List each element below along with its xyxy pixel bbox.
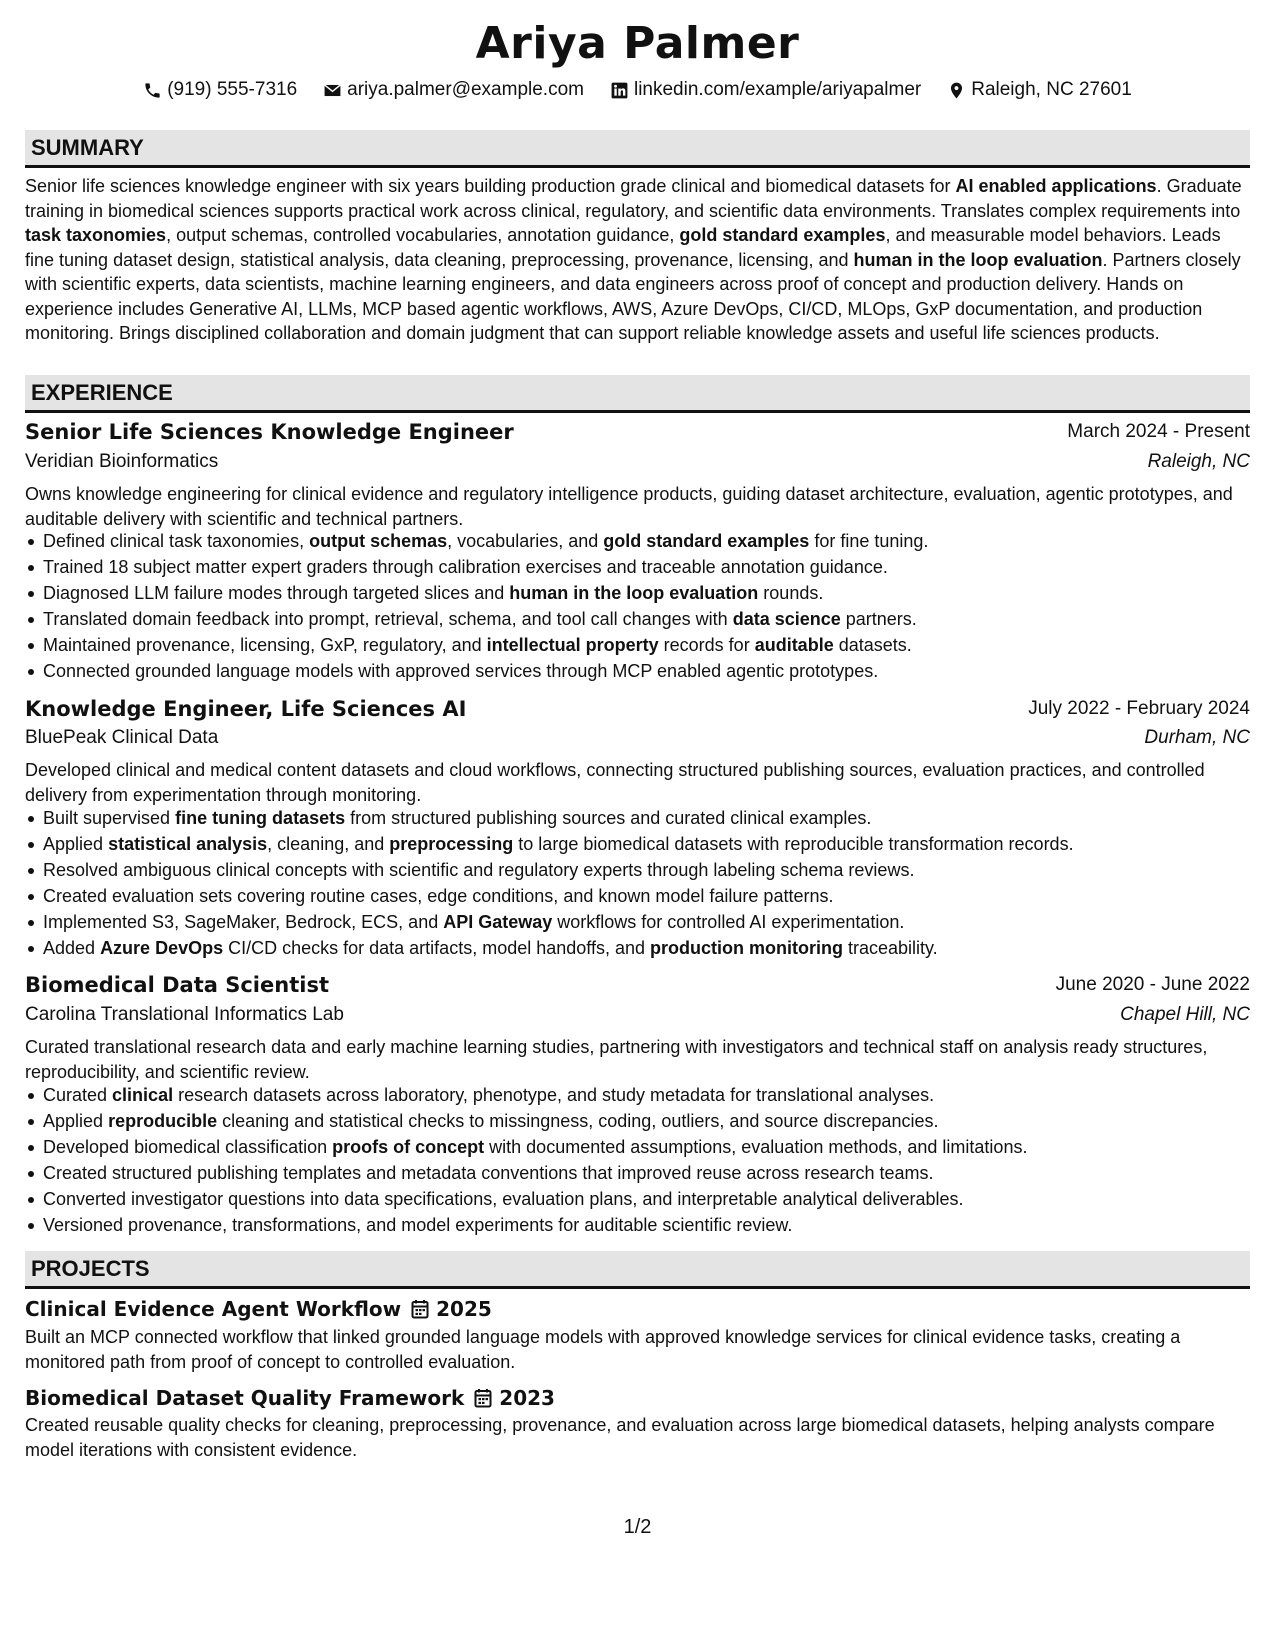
contact-bar	[0, 79, 1275, 101]
candidate-name: Ariya Palmer	[475, 18, 800, 69]
project-year-group	[411, 1297, 492, 1321]
envelope-icon	[323, 81, 342, 100]
bullet-item: Built supervised fine tuning datasets from structured publishing sources and curated clinical examples.	[25, 805, 1250, 831]
bullet-item: Connected grounded language models with approved services through MCP enabled agentic prototypes.	[25, 658, 1250, 684]
bullet-item: Converted investigator questions into data specifications, evaluation plans, and interpretable analytical deliverables.	[25, 1186, 1250, 1212]
job-bullets	[25, 805, 1250, 961]
job-dates: July 2022 - February 2024	[1028, 698, 1250, 719]
job-company: Carolina Translational Informatics Lab	[25, 1004, 344, 1025]
job-title: Knowledge Engineer, Life Sciences AI	[25, 697, 467, 721]
bullet-item: Created evaluation sets covering routine cases, edge conditions, and known model failure patterns.	[25, 883, 1250, 909]
contact-location	[947, 79, 1132, 101]
bullet-item: Resolved ambiguous clinical concepts with scientific and regulatory experts through labeling schema reviews.	[25, 857, 1250, 883]
bullet-item: Implemented S3, SageMaker, Bedrock, ECS, and API Gateway workflows for controlled AI experimentation.	[25, 909, 1250, 935]
bullet-item: Added Azure DevOps CI/CD checks for data artifacts, model handoffs, and production monitoring traceability.	[25, 935, 1250, 961]
project-year: 2023	[499, 1386, 555, 1410]
project-name: Biomedical Dataset Quality Framework	[25, 1386, 465, 1410]
job-bullets	[25, 528, 1250, 684]
bullet-item: Applied reproducible cleaning and statistical checks to missingness, coding, outliers, and source discrepancies.	[25, 1108, 1250, 1134]
contact-email[interactable]	[323, 79, 584, 101]
job-location: Chapel Hill, NC	[1120, 1004, 1250, 1025]
bullet-item: Curated clinical research datasets across laboratory, phenotype, and study metadata for translational analyses.	[25, 1082, 1250, 1108]
job-company: BluePeak Clinical Data	[25, 727, 219, 748]
location-text: Raleigh, NC 27601	[971, 79, 1132, 100]
bullet-item: Applied statistical analysis, cleaning, and preprocessing to large biomedical datasets with reproducible transformation records.	[25, 831, 1250, 857]
project-description: Built an MCP connected workflow that linked grounded language models with approved knowledge services for clinical evidence tasks, creating a monitored path from proof of concept to controlled evaluation.	[25, 1327, 1181, 1372]
phone-text: (919) 555-7316	[167, 79, 298, 100]
project-year-group	[474, 1386, 555, 1410]
job-location: Durham, NC	[1144, 727, 1250, 748]
bullet-item: Developed biomedical classification proofs of concept with documented assumptions, evaluation methods, and limitations.	[25, 1134, 1250, 1160]
project-heading	[25, 1386, 555, 1410]
job-description: Owns knowledge engineering for clinical evidence and regulatory intelligence products, guiding dataset architecture, evaluation, agentic prototypes, and auditable delivery with scientific and technical partners.	[25, 484, 1233, 529]
calendar-icon	[474, 1388, 492, 1408]
contact-linkedin[interactable]	[610, 79, 921, 101]
contact-phone[interactable]	[143, 79, 297, 101]
email-text: ariya.palmer@example.com	[347, 79, 584, 100]
job-description: Developed clinical and medical content datasets and cloud workflows, connecting structured publishing sources, evaluation practices, and controlled delivery from experimentation through monitoring.	[25, 760, 1205, 805]
project-description: Created reusable quality checks for cleaning, preprocessing, provenance, and evaluation across large biomedical datasets, helping analysts compare model iterations with consistent evidence.	[25, 1415, 1215, 1460]
section-heading-summary: SUMMARY	[25, 130, 1250, 168]
job-description: Curated translational research data and early machine learning studies, partnering with investigators and technical staff on analysis ready structures, reproducibility, and scientific review.	[25, 1037, 1208, 1082]
job-title: Senior Life Sciences Knowledge Engineer	[25, 420, 514, 444]
section-heading-experience: EXPERIENCE	[25, 375, 1250, 413]
bullet-item: Diagnosed LLM failure modes through targeted slices and human in the loop evaluation rounds.	[25, 580, 1250, 606]
project-year: 2025	[436, 1297, 492, 1321]
summary-text: Senior life sciences knowledge engineer with six years building production grade clinical and biomedical datasets for AI enabled applications. Graduate training in biomedical sciences supports practical work across clinical, regulatory, and scientific data environments. Translates complex requirements into task taxonomies, output schemas, controlled vocabularies, annotation guidance, gold standard examples, and measurable model behaviors. Leads fine tuning dataset design, statistical analysis, data cleaning, preprocessing, provenance, licensing, and human in the loop evaluation. Partners closely with scientific experts, data scientists, machine learning engineers, and data engineers across proof of concept and production delivery. Hands on experience includes Generative AI, LLMs, MCP based agentic workflows, AWS, Azure DevOps, CI/CD, MLOps, GxP documentation, and production monitoring. Brings disciplined collaboration and domain judgment that can support reliable knowledge assets and useful life sciences products.	[25, 176, 1242, 343]
linkedin-text: linkedin.com/example/ariyapalmer	[633, 79, 922, 100]
job-title: Biomedical Data Scientist	[25, 973, 329, 997]
project-name: Clinical Evidence Agent Workflow	[25, 1297, 402, 1321]
bullet-item: Trained 18 subject matter expert graders through calibration exercises and traceable annotation guidance.	[25, 554, 1250, 580]
bullet-item: Translated domain feedback into prompt, retrieval, schema, and tool call changes with data science partners.	[25, 606, 1250, 632]
map-pin-icon	[947, 81, 966, 100]
job-company: Veridian Bioinformatics	[25, 451, 219, 472]
section-heading-projects: PROJECTS	[25, 1251, 1250, 1289]
bullet-item: Defined clinical task taxonomies, output schemas, vocabularies, and gold standard examples for fine tuning.	[25, 528, 1250, 554]
job-location: Raleigh, NC	[1147, 451, 1250, 472]
project-heading	[25, 1297, 492, 1321]
phone-icon	[143, 81, 162, 100]
job-dates: March 2024 - Present	[1067, 421, 1250, 442]
linkedin-icon	[610, 81, 629, 100]
bullet-item: Maintained provenance, licensing, GxP, regulatory, and intellectual property records for auditable datasets.	[25, 632, 1250, 658]
job-dates: June 2020 - June 2022	[1055, 974, 1250, 995]
job-bullets	[25, 1082, 1250, 1238]
bullet-item: Versioned provenance, transformations, and model experiments for auditable scientific review.	[25, 1212, 1250, 1238]
page-number: 1/2	[623, 1516, 652, 1538]
bullet-item: Created structured publishing templates and metadata conventions that improved reuse across research teams.	[25, 1160, 1250, 1186]
calendar-icon	[411, 1299, 429, 1319]
